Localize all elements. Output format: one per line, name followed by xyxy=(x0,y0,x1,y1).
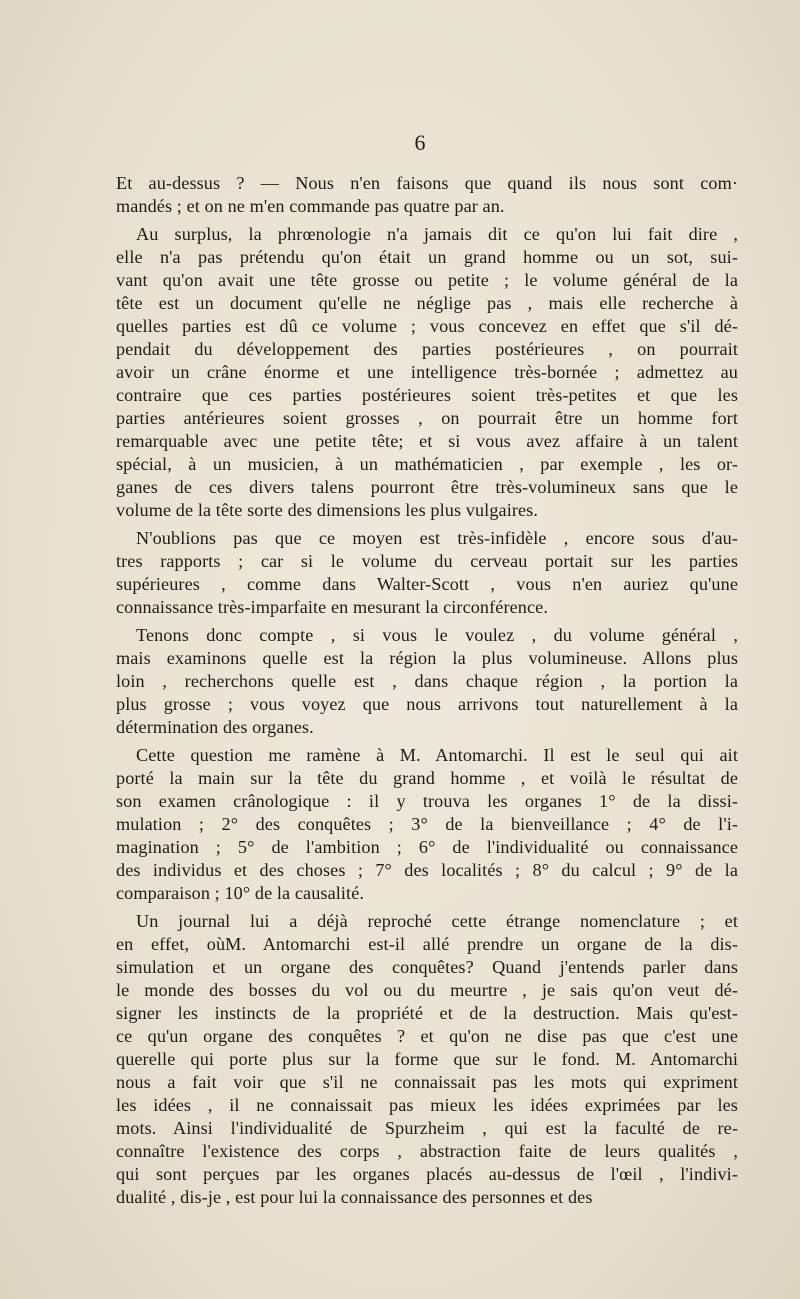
paragraph xyxy=(116,223,738,522)
text-line: ce qu'un organe des conquêtes ? et qu'on ne dise pas que c'est une xyxy=(116,1026,738,1046)
text-line: mais examinons quelle est la région la plus volumineuse. Allons plus xyxy=(116,648,738,668)
text-line: vant qu'on avait une tête grosse ou petite ; le volume général de la xyxy=(116,270,738,290)
text-line: avoir un crâne énorme et une intelligence très-bornée ; admettez au xyxy=(116,362,738,382)
text-line: en effet, oùM. Antomarchi est-il allé prendre un organe de la dis- xyxy=(116,934,738,954)
text-line: mulation ; 2° des conquêtes ; 3° de la bienveillance ; 4° de l'i- xyxy=(116,814,738,834)
text-line: porté la main sur la tête du grand homme , et voilà le résultat de xyxy=(116,768,738,788)
text-line: signer les instincts de la propriété et de la destruction. Mais qu'est- xyxy=(116,1003,738,1023)
text-line: dualité , dis-je , est pour lui la connaissance des personnes et des xyxy=(116,1187,593,1207)
text-line: qui sont perçues par les organes placés au-dessus de l'œil , l'indivi- xyxy=(116,1164,738,1184)
paragraph xyxy=(116,910,738,1209)
text-line: tres rapports ; car si le volume du cerveau portait sur les parties xyxy=(116,551,738,571)
text-line: querelle qui porte plus sur la forme que sur le fond. M. Antomarchi xyxy=(116,1049,738,1069)
text-line: quelles parties est dû ce volume ; vous concevez en effet que s'il dé- xyxy=(116,316,738,336)
text-line: mots. Ainsi l'individualité de Spurzheim , qui est la faculté de re- xyxy=(116,1118,738,1138)
body-text xyxy=(116,172,738,1209)
text-line: remarquable avec une petite tête; et si vous avez affaire à un talent xyxy=(116,431,738,451)
text-line: Un journal lui a déjà reproché cette étrange nomenclature ; et xyxy=(136,911,738,931)
paragraph xyxy=(116,744,738,905)
paragraph xyxy=(116,624,738,739)
text-line: Cette question me ramène à M. Antomarchi. Il est le seul qui ait xyxy=(136,745,738,765)
text-line: parties antérieures soient grosses , on pourrait être un homme fort xyxy=(116,408,738,428)
text-line: connaissance très-imparfaite en mesurant la circonférence. xyxy=(116,597,548,617)
text-line: ganes de ces divers talens pourront être très-volumineux sans que le xyxy=(116,477,738,497)
text-line: Au surplus, la phrœnologie n'a jamais dit ce qu'on lui fait dire , xyxy=(136,224,738,244)
text-line: simulation et un organe des conquêtes? Quand j'entends parler dans xyxy=(116,957,738,977)
text-line: plus grosse ; vous voyez que nous arrivons tout naturellement à la xyxy=(116,694,738,714)
text-line: contraire que ces parties postérieures soient très-petites et que les xyxy=(116,385,738,405)
text-line: connaître l'existence des corps , abstraction faite de leurs qualités , xyxy=(116,1141,738,1161)
text-line: N'oublions pas que ce moyen est très-infidèle , encore sous d'au- xyxy=(136,528,738,548)
text-line: Et au-dessus ? — Nous n'en faisons que quand ils nous sont com· xyxy=(116,173,738,193)
text-line: elle n'a pas prétendu qu'on était un grand homme ou un sot, sui- xyxy=(116,247,738,267)
text-line: nous a fait voir que s'il ne connaissait pas les mots qui expriment xyxy=(116,1072,738,1092)
text-line: comparaison ; 10° de la causalité. xyxy=(116,883,365,903)
text-line: magination ; 5° de l'ambition ; 6° de l'individualité ou connaissance xyxy=(116,837,738,857)
text-line: son examen crânologique : il y trouva les organes 1° de la dissi- xyxy=(116,791,738,811)
page-number: 6 xyxy=(414,130,426,155)
text-line: détermination des organes. xyxy=(116,717,314,737)
paragraph xyxy=(116,527,738,619)
text-line: des individus et des choses ; 7° des localités ; 8° du calcul ; 9° de la xyxy=(116,860,738,880)
text-line: spécial, à un musicien, à un mathématicien , par exemple , les or- xyxy=(116,454,738,474)
text-line: supérieures , comme dans Walter-Scott , vous n'en auriez qu'une xyxy=(116,574,738,594)
text-line: loin , recherchons quelle est , dans chaque région , la portion la xyxy=(116,671,738,691)
text-line: le monde des bosses du vol ou du meurtre , je sais qu'on veut dé- xyxy=(116,980,738,1000)
paragraph xyxy=(116,172,738,218)
text-line: Tenons donc compte , si vous le voulez , du volume général , xyxy=(136,625,738,645)
text-line: mandés ; et on ne m'en commande pas quatre par an. xyxy=(116,196,505,216)
text-line: volume de la tête sorte des dimensions les plus vulgaires. xyxy=(116,500,539,520)
text-line: tête est un document qu'elle ne néglige pas , mais elle recherche à xyxy=(116,293,738,313)
text-line: les idées , il ne connaissait pas mieux les idées exprimées par les xyxy=(116,1095,738,1115)
text-line: pendait du développement des parties postérieures , on pourrait xyxy=(116,339,738,359)
